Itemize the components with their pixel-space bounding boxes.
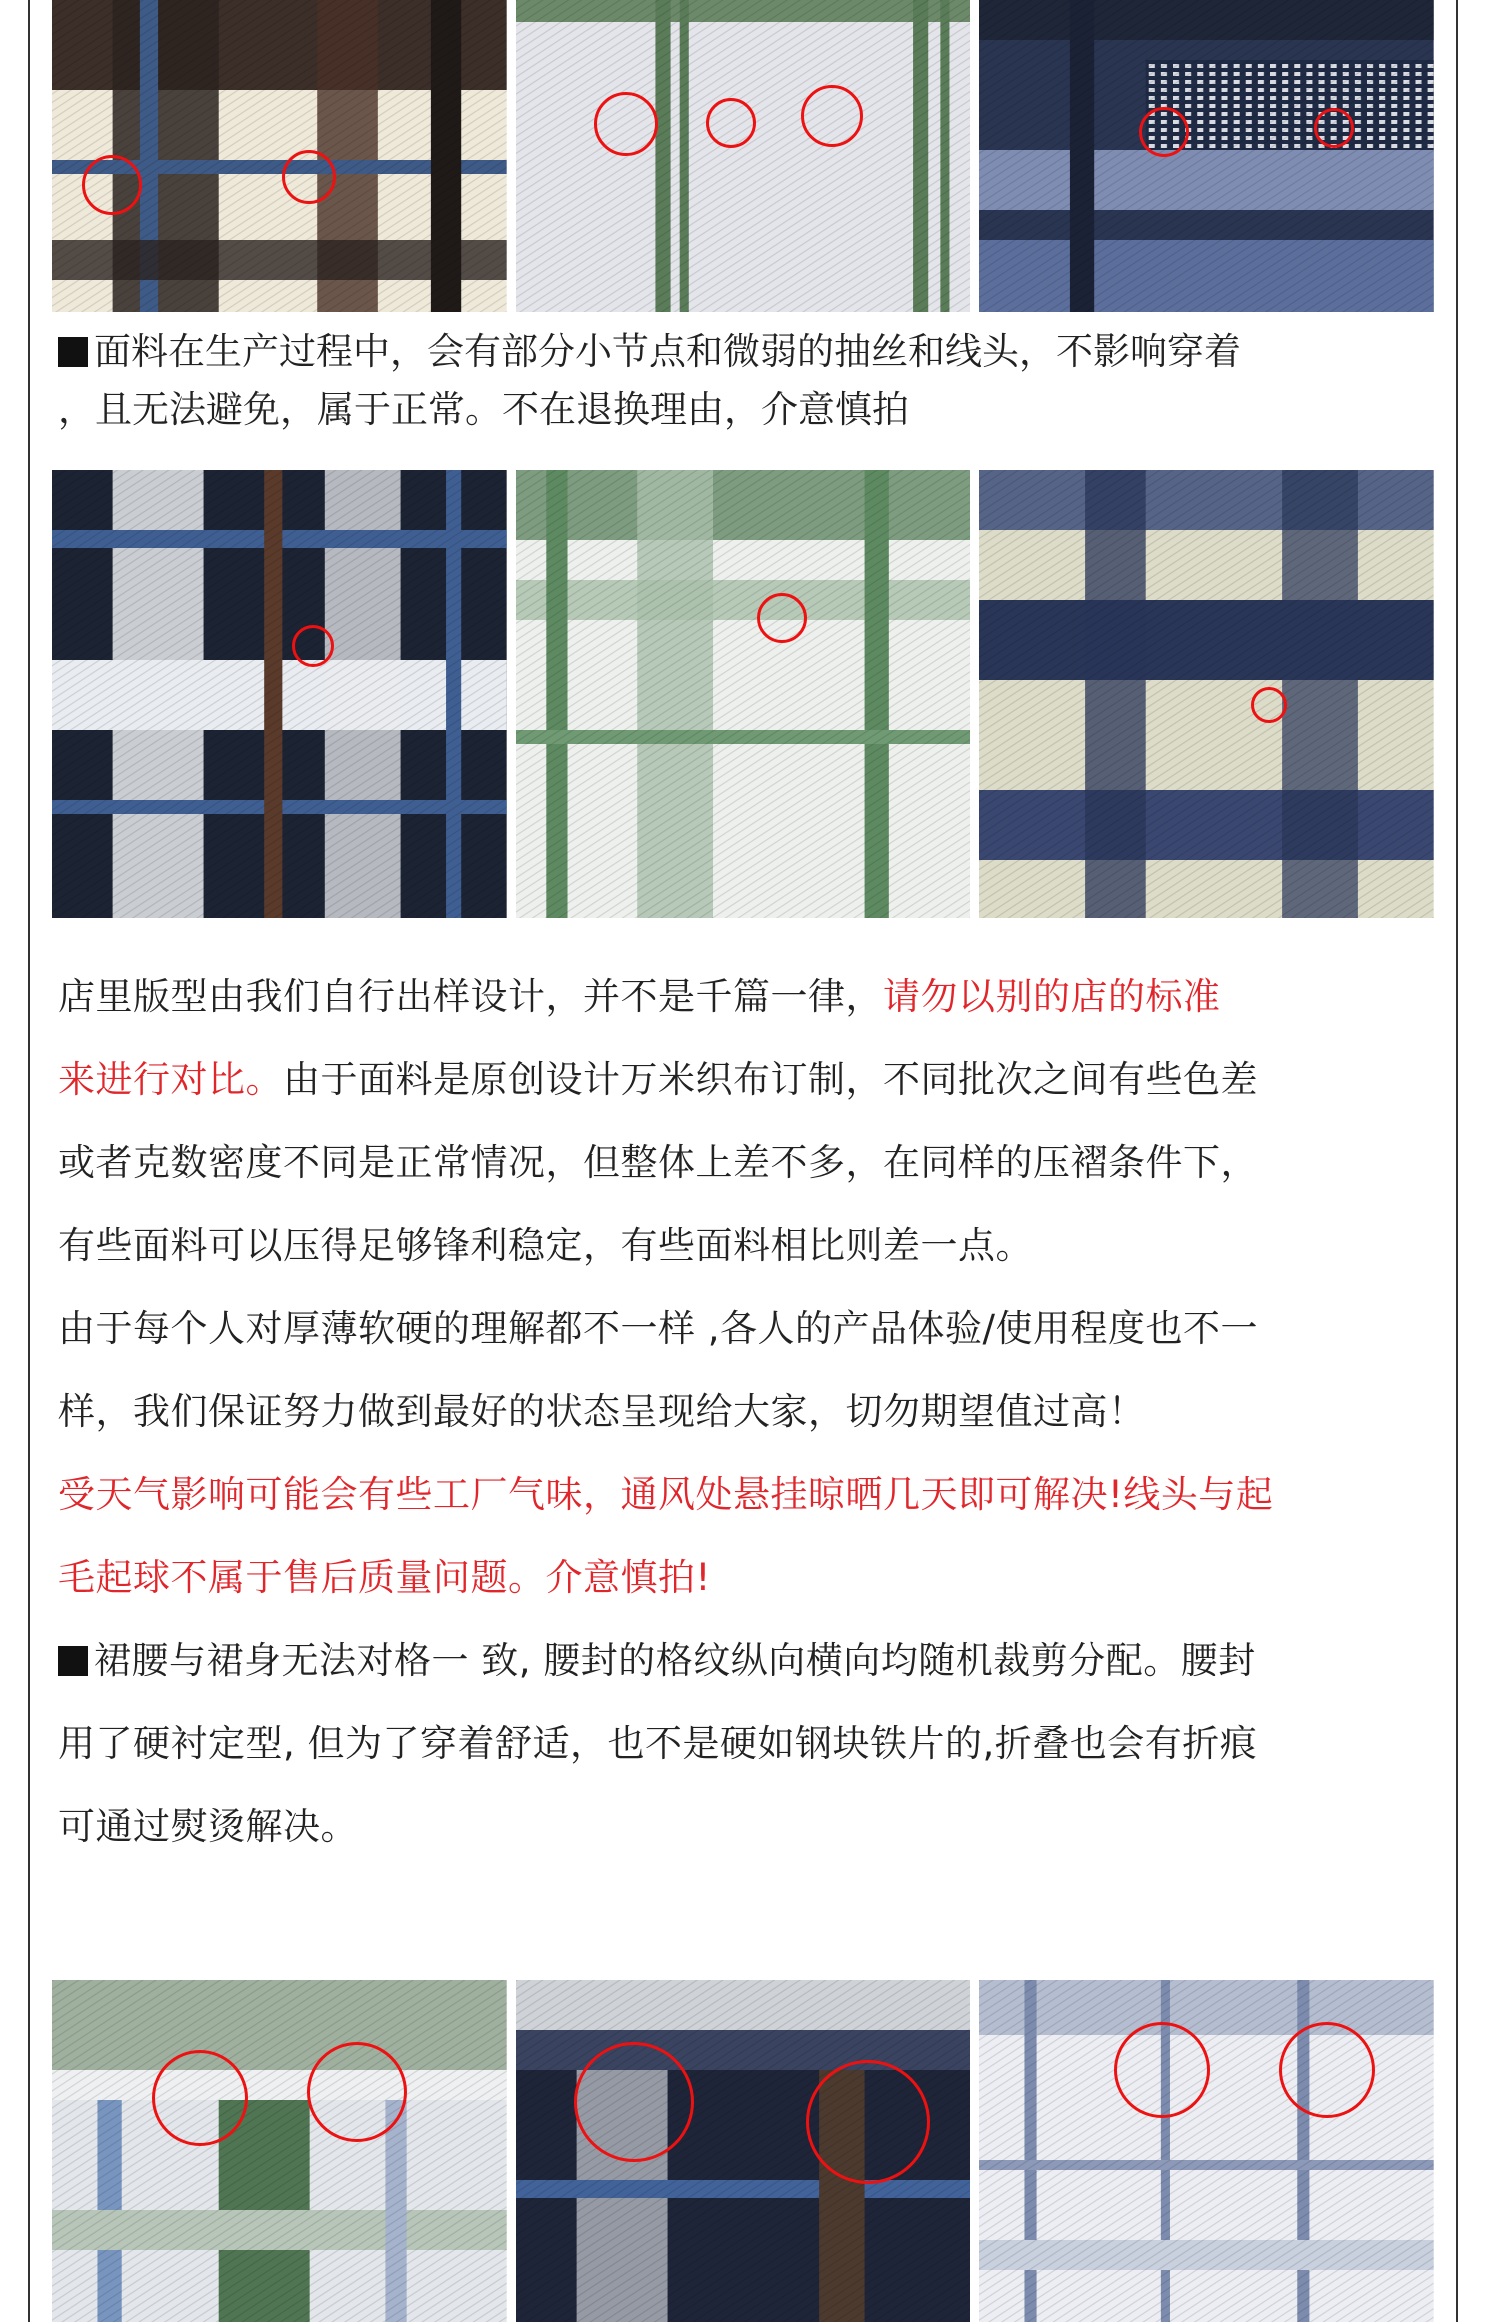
defect-marker	[152, 2050, 248, 2146]
body-line-2: 来进行对比。由于面料是原创设计万米织布订制，不同批次之间有些色差	[58, 1058, 1258, 1101]
body-line-6: 样，我们保证努力做到最好的状态呈现给大家，切勿期望值过高！	[58, 1390, 1146, 1433]
body-line-10: 用了硬衬定型, 但为了穿着舒适，也不是硬如钢块铁片的,折叠也会有折痕	[58, 1722, 1258, 1765]
photo-navy-plaid-waistband	[516, 1980, 971, 2322]
defect-marker	[757, 593, 807, 643]
defect-marker	[292, 625, 334, 667]
photo-green-white-plaid-skirt	[516, 470, 971, 918]
photo-navy-blue-plaid	[979, 0, 1434, 312]
defect-marker	[706, 98, 756, 148]
fabric-texture-icon	[979, 1980, 1434, 2322]
photo-green-plaid-waistband	[52, 1980, 507, 2322]
photo-navy-cream-plaid-skirt	[979, 470, 1434, 918]
defect-marker	[307, 2042, 407, 2142]
photo-navy-white-plaid-skirt	[52, 470, 507, 918]
square-bullet-icon	[58, 1646, 88, 1676]
fabric-notice-line1: 面料在生产过程中，会有部分小节点和微弱的抽丝和线头，不影响穿着	[58, 323, 1241, 381]
defect-marker	[1139, 107, 1189, 157]
photo-brown-cream-plaid	[52, 0, 507, 312]
body-line-5: 由于每个人对厚薄软硬的理解都不一样 ,各人的产品体验/使用程度也不一	[58, 1307, 1258, 1350]
fabric-texture-icon	[979, 470, 1434, 918]
fabric-texture-icon	[979, 0, 1434, 312]
photo-row-top	[52, 0, 1434, 312]
fabric-texture-icon	[516, 470, 971, 918]
defect-marker	[594, 92, 658, 156]
defect-marker	[1114, 2022, 1210, 2118]
fabric-texture-icon	[52, 1980, 507, 2322]
body-line-3: 或者克数密度不同是正常情况，但整体上差不多，在同样的压褶条件下，	[58, 1141, 1258, 1184]
defect-marker	[574, 2042, 694, 2162]
defect-marker	[1279, 2022, 1375, 2118]
defect-marker	[282, 150, 336, 204]
square-bullet-icon	[58, 337, 88, 367]
body-line-4: 有些面料可以压得足够锋利稳定，有些面料相比则差一点。	[58, 1224, 1033, 1267]
body-line-11: 可通过熨烫解决。	[58, 1805, 358, 1848]
fabric-notice-line2: ，且无法避免，属于正常。不在退换理由，介意慎拍	[58, 388, 909, 431]
fabric-texture-icon	[516, 0, 971, 312]
photo-row-middle	[52, 470, 1434, 918]
photo-blue-white-plaid-waistband	[979, 1980, 1434, 2322]
fabric-texture-icon	[52, 470, 507, 918]
defect-marker	[806, 2060, 930, 2184]
body-line-9: 裙腰与裙身无法对格一 致, 腰封的格纹纵向横向均随机裁剪分配。腰封	[58, 1619, 1438, 1702]
defect-marker	[82, 155, 142, 215]
body-line-8: 毛起球不属于售后质量问题。介意慎拍!	[58, 1556, 711, 1599]
photo-row-bottom	[52, 1980, 1434, 2322]
defect-marker	[801, 85, 863, 147]
body-line-7: 受天气影响可能会有些工厂气味，通风处悬挂晾晒几天即可解决!线头与起	[58, 1473, 1274, 1516]
photo-white-green-stripe	[516, 0, 971, 312]
body-line-1: 店里版型由我们自行出样设计，并不是千篇一律，请勿以别的店的标准	[58, 975, 1221, 1018]
